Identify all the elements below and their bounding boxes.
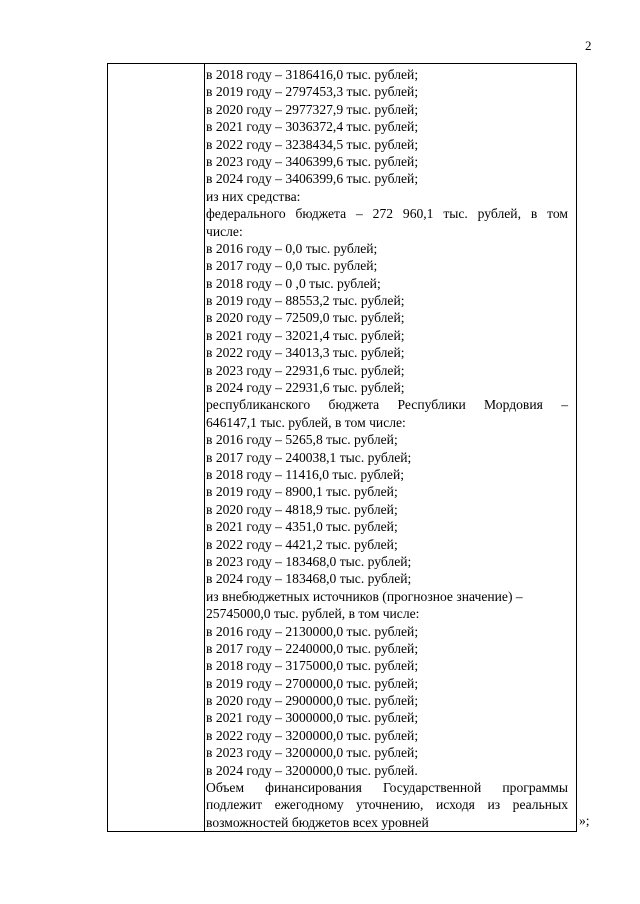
text-line: из них средства: xyxy=(206,188,301,204)
text-line: 646147,1 тыс. рублей, в том числе: xyxy=(206,414,406,430)
text-line: в 2020 году – 4818,9 тыс. рублей; xyxy=(206,501,398,517)
text-line: Объем финансирования Государственной программы xyxy=(206,780,568,796)
text-line: в 2024 году – 22931,6 тыс. рублей; xyxy=(206,380,405,396)
text-line: в 2023 году – 3200000,0 тыс. рублей; xyxy=(206,745,419,761)
table-right-column xyxy=(206,66,568,831)
text-line: в 2022 году – 4421,2 тыс. рублей; xyxy=(206,536,398,552)
text-line: в 2018 году – 3186416,0 тыс. рублей; xyxy=(206,67,419,82)
text-line: в 2020 году – 72509,0 тыс. рублей; xyxy=(206,310,405,326)
text-line: из внебюджетных источников (прогнозное значение) – xyxy=(206,588,523,604)
text-line: в 2022 году – 3200000,0 тыс. рублей; xyxy=(206,727,419,743)
text-line: в 2017 году – 240038,1 тыс. рублей; xyxy=(206,449,412,465)
text-line: в 2021 году – 4351,0 тыс. рублей; xyxy=(206,519,398,535)
text-line: в 2016 году – 5265,8 тыс. рублей; xyxy=(206,432,398,448)
text-line: республиканского бюджета Республики Мордовия – xyxy=(206,397,568,413)
text-line: в 2022 году – 3238434,5 тыс. рублей; xyxy=(206,136,419,152)
text-line: 25745000,0 тыс. рублей, в том числе: xyxy=(206,606,420,622)
text-line: в 2019 году – 8900,1 тыс. рублей; xyxy=(206,484,398,500)
text-line: подлежит ежегодному уточнению, исходя из реальных xyxy=(206,797,568,813)
text-line: в 2024 году – 183468,0 тыс. рублей; xyxy=(206,571,412,587)
document-table xyxy=(107,63,577,832)
page-number: 2 xyxy=(585,38,592,53)
text-line: в 2018 году – 0 ,0 тыс. рублей; xyxy=(206,275,381,291)
text-line: в 2019 году – 2797453,3 тыс. рублей; xyxy=(206,84,419,100)
text-line: в 2017 году – 2240000,0 тыс. рублей; xyxy=(206,640,419,656)
text-line: в 2018 году – 11416,0 тыс. рублей; xyxy=(206,466,405,482)
text-line: возможностей бюджетов всех уровней xyxy=(206,814,429,830)
text-line: в 2016 году – 2130000,0 тыс. рублей; xyxy=(206,623,419,639)
text-line: в 2023 году – 3406399,6 тыс. рублей; xyxy=(206,153,419,169)
text-line: в 2021 году – 3000000,0 тыс. рублей; xyxy=(206,710,419,726)
text-line: в 2021 году – 32021,4 тыс. рублей; xyxy=(206,327,405,343)
text-line: в 2023 году – 22931,6 тыс. рублей; xyxy=(206,362,405,378)
closing-quote: »; xyxy=(579,813,590,828)
text-line: в 2018 году – 3175000,0 тыс. рублей; xyxy=(206,658,419,674)
text-line: в 2024 году – 3406399,6 тыс. рублей; xyxy=(206,171,419,187)
text-line: в 2024 году – 3200000,0 тыс. рублей. xyxy=(206,762,418,778)
text-line: в 2017 году – 0,0 тыс. рублей; xyxy=(206,258,378,274)
text-line: в 2020 году – 2900000,0 тыс. рублей; xyxy=(206,693,419,709)
table-left-column xyxy=(108,64,205,831)
text-line: в 2019 году – 88553,2 тыс. рублей; xyxy=(206,293,405,309)
text-line: в 2023 году – 183468,0 тыс. рублей; xyxy=(206,553,412,569)
text-line: в 2019 году – 2700000,0 тыс. рублей; xyxy=(206,675,419,691)
text-line: числе: xyxy=(206,223,243,239)
text-line: в 2022 году – 34013,3 тыс. рублей; xyxy=(206,345,405,361)
text-line: в 2020 году – 2977327,9 тыс. рублей; xyxy=(206,101,419,117)
text-line: в 2016 году – 0,0 тыс. рублей; xyxy=(206,240,378,256)
text-line: в 2021 году – 3036372,4 тыс. рублей; xyxy=(206,119,419,135)
text-line: федерального бюджета – 272 960,1 тыс. рублей, в том xyxy=(206,206,568,222)
